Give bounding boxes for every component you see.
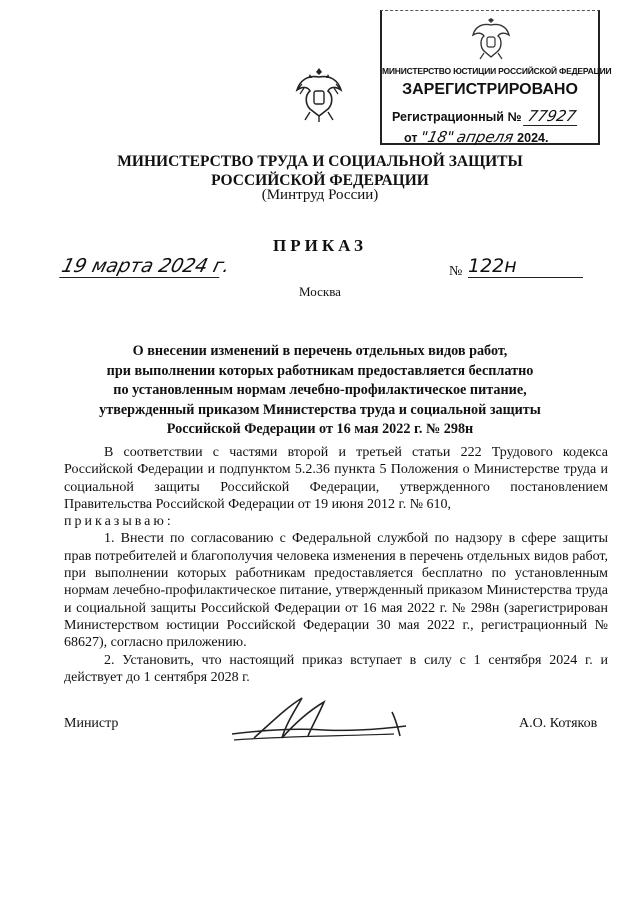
stamp-date-prefix: от (404, 131, 418, 145)
signer-title: Министр (64, 716, 119, 731)
order-item-2: 2. Установить, что настоящий приказ вступает в силу с 1 сентября 2024 г. и действует до 1 сентября 2028 г. (64, 652, 608, 685)
signer-name: А.О. Котяков (519, 716, 598, 731)
double-headed-eagle-icon (470, 17, 512, 61)
order-heading (64, 342, 576, 440)
document-type-title: ПРИКАЗ (273, 236, 367, 255)
stamp-date-year: 2024 (517, 131, 545, 145)
stamp-reg-number: 77927 (523, 107, 581, 126)
stamp-date-line: от "18" апреля 2024. (404, 128, 549, 146)
order-number: 122н (468, 255, 583, 278)
order-date: 19 марта 2024 г. (59, 255, 233, 277)
ministry-name-line2: РОССИЙСКОЙ ФЕДЕРАЦИИ (211, 172, 429, 189)
handwritten-signature (224, 690, 414, 750)
order-body (64, 444, 608, 686)
order-directive-word: приказываю: (64, 514, 174, 530)
stamp-ministry-name: МИНИСТЕРСТВО ЮСТИЦИИ РОССИЙСКОЙ ФЕДЕРАЦИИ (382, 66, 612, 76)
order-item-1: 1. Внести по согласованию с Федеральной службой по надзору в сфере защиты прав потребителей и благополучия человека изменения в перечень отдельных видов работ, при выполнении которых работникам предоставляется бесплатно по установленным нормам лечебно-профилактическое питание, утвержденный приказом Министерства труда и социальной защиты Российской Федерации от 16 мая 2022 г. № 298н (зарегистрирован Министерством юстиции Российской Федерации 30 мая 2022 г., регистрационный № 68627), согласно приложению. (64, 531, 608, 651)
heading-line: Российской Федерации от 16 мая 2022 г. № 298н (166, 421, 474, 438)
registration-stamp (380, 10, 612, 146)
double-headed-eagle-icon (294, 66, 344, 124)
heading-line: О внесении изменений в перечень отдельных видов работ, (132, 343, 508, 359)
ministry-name (60, 152, 580, 190)
stamp-date-month: апреля (455, 128, 516, 146)
order-number-label: № (449, 264, 463, 279)
heading-line: утвержденный приказом Министерства труда и социальной защиты (99, 401, 541, 418)
stamp-reg-label: Регистрационный № (392, 110, 522, 124)
stamp-date-day: "18" (419, 128, 456, 146)
ministry-name-line1: МИНИСТЕРСТВО ТРУДА И СОЦИАЛЬНОЙ ЗАЩИТЫ (117, 153, 523, 170)
preamble-paragraph: В соответствии с частями второй и третьей статьи 222 Трудового кодекса Российской Федерации и подпунктом 5.2.36 пункта 5 Положения о Министерстве труда и социальной защиты Российской Федерации, утвержденного постановлением Правительства Российской Федерации от 19 июня 2012 г. № 610, (64, 445, 608, 512)
stamp-status: ЗАРЕГИСТРИРОВАНО (402, 81, 578, 98)
order-city: Москва (299, 284, 341, 299)
ministry-abbreviation: (Минтруд России) (261, 187, 379, 203)
heading-line: по установленным нормам лечебно-профилактическое питание, (113, 382, 527, 399)
stamp-registration-line (392, 107, 579, 126)
heading-line: при выполнении которых работникам предоставляется бесплатно (106, 362, 534, 379)
